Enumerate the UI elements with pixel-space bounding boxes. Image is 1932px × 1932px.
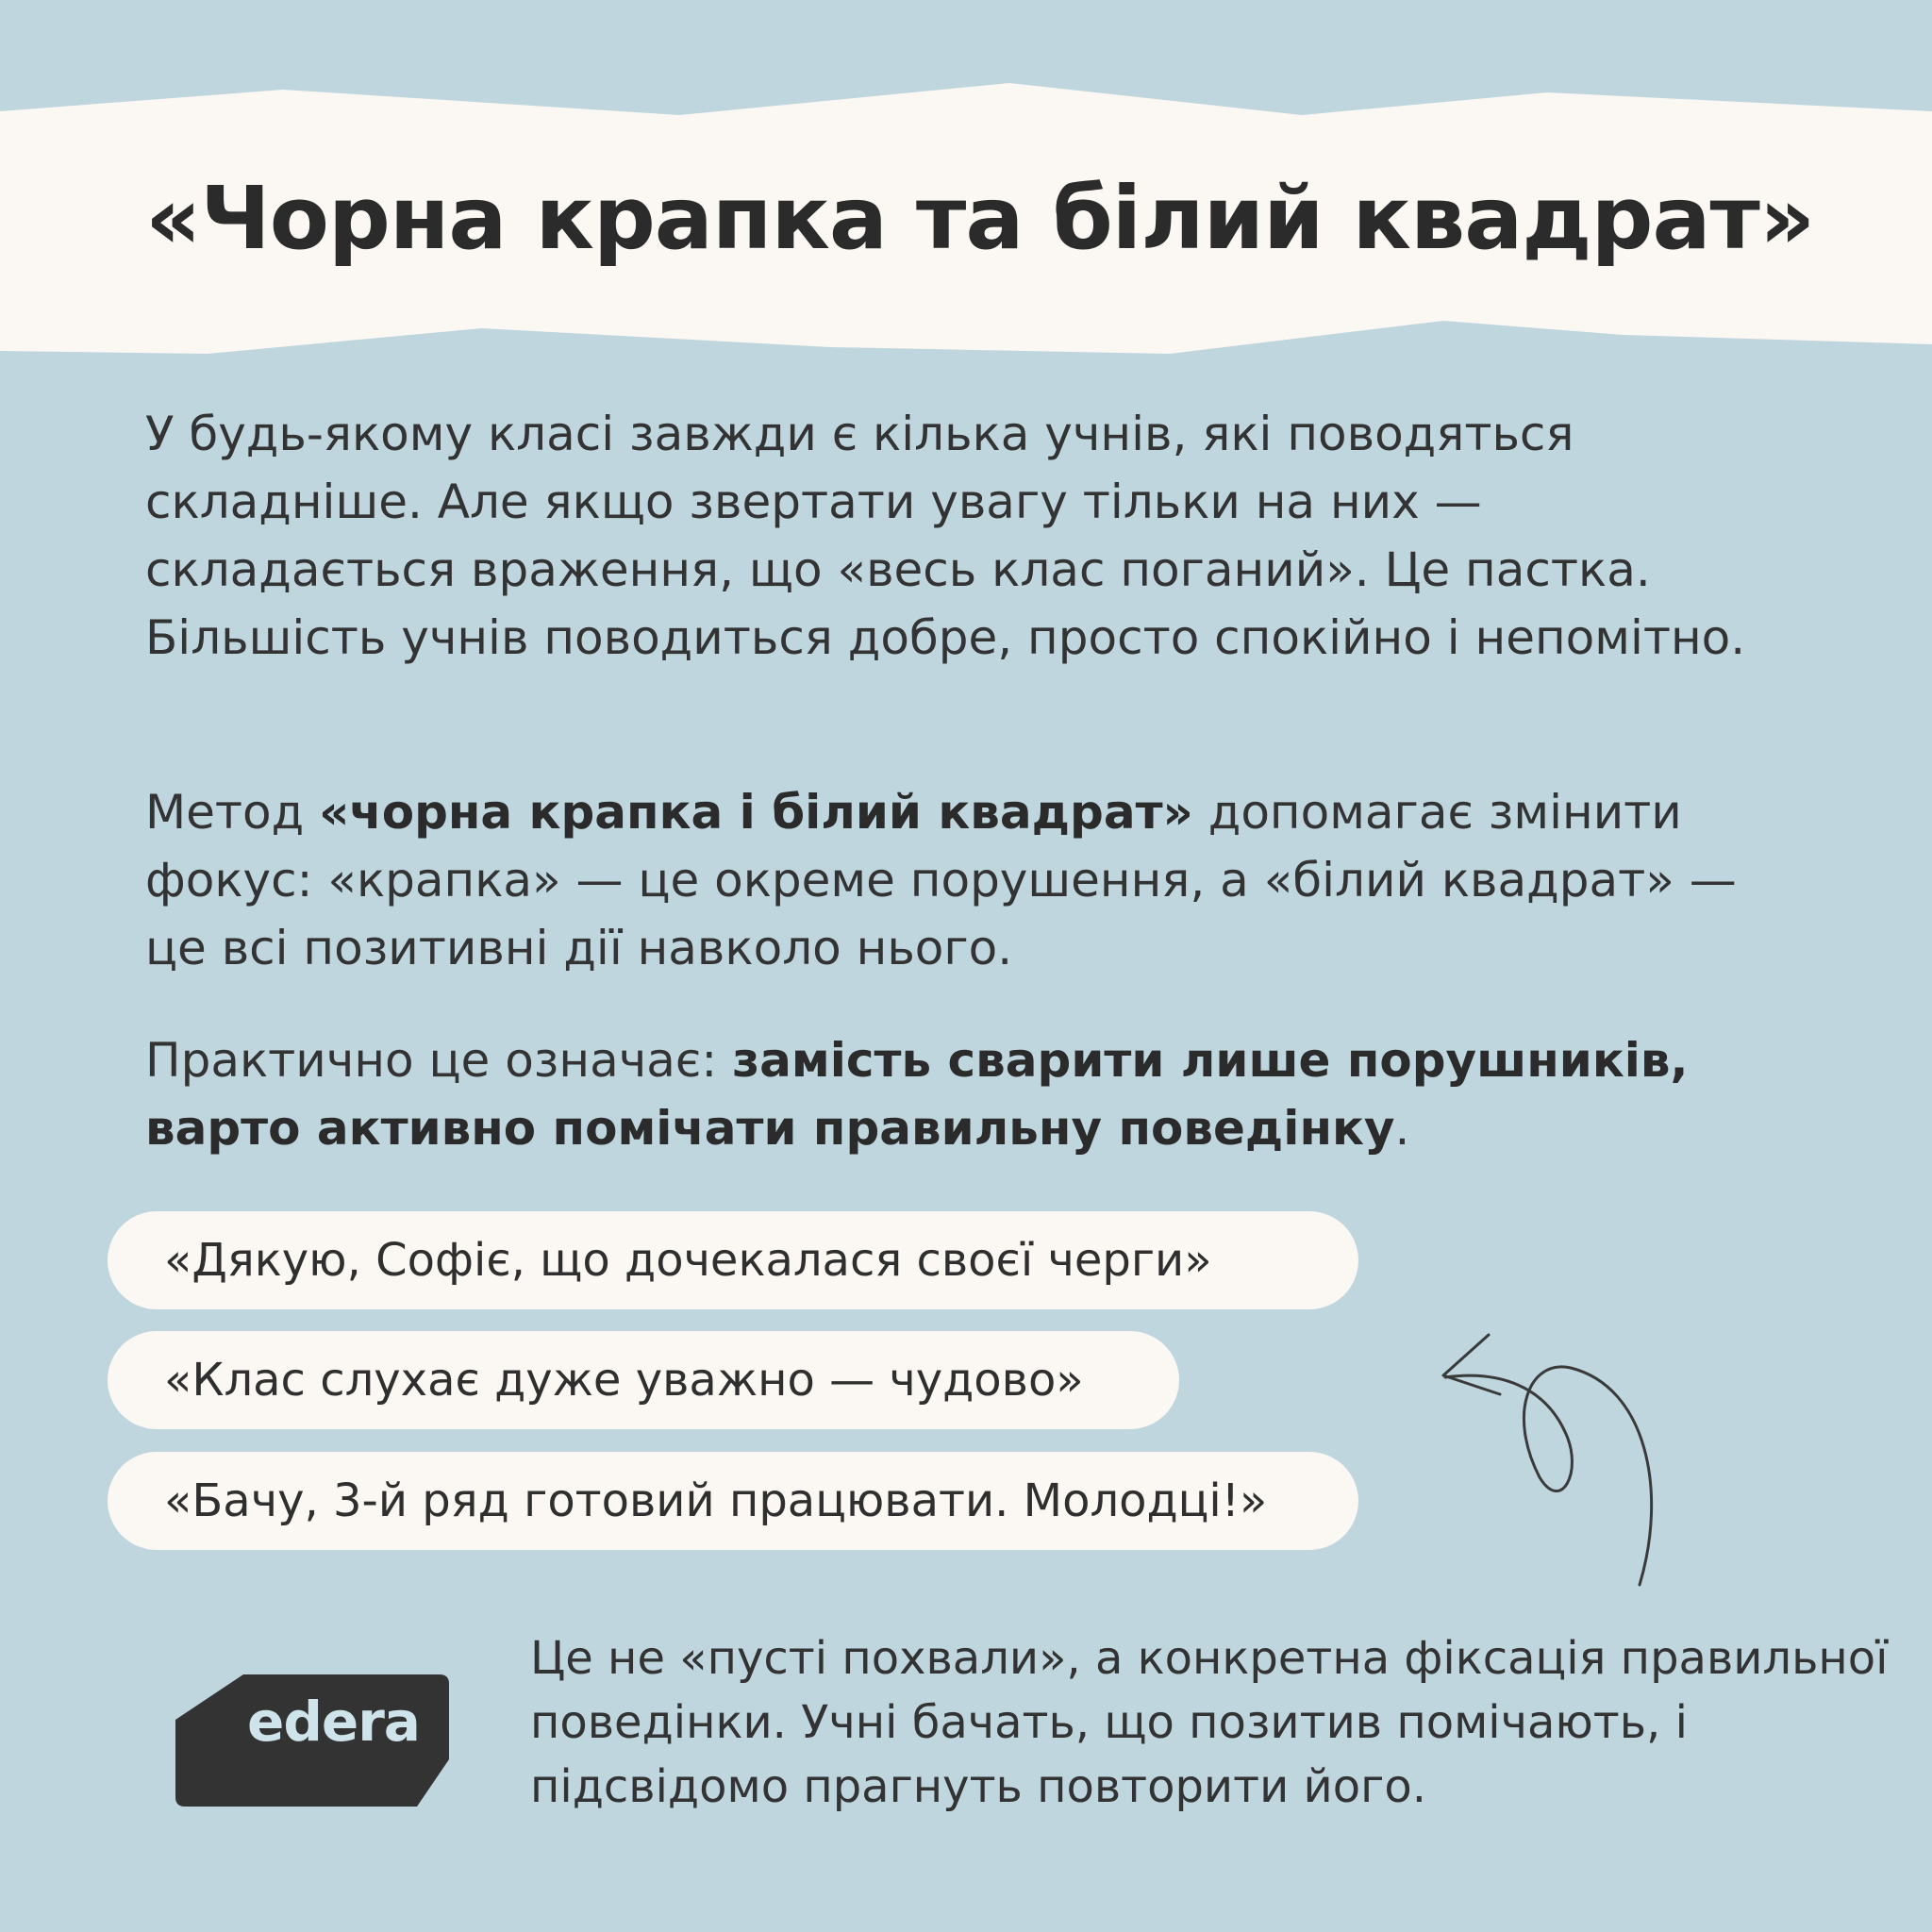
intro-paragraph: У будь-якому класі завжди є кілька учнів, які поводяться складніше. Але якщо звертати увагу тільки на них — складається враження, що «весь клас поганий». Це пастка. Більшість учнів поводиться добре, просто спокійно і непомітно. xyxy=(145,407,1746,665)
method-paragraph xyxy=(145,778,1806,982)
practice-text-end: . xyxy=(1394,1101,1410,1156)
example-text: «Бачу, 3-й ряд готовий працювати. Молодці!» xyxy=(164,1474,1268,1527)
example-pill xyxy=(108,1211,1358,1309)
example-pill xyxy=(108,1452,1358,1550)
curly-arrow-icon xyxy=(1424,1321,1707,1594)
footer-paragraph: Це не «пусті похвали», а конкретна фіксація правильної поведінки. Учні бачать, що позитив помічають, і підсвідомо прагнуть повторити його. xyxy=(530,1632,1889,1813)
example-pill xyxy=(108,1331,1179,1429)
example-text: «Дякую, Софіє, що дочекалася своєї черги» xyxy=(164,1234,1212,1287)
example-text: «Клас слухає дуже уважно — чудово» xyxy=(164,1354,1084,1407)
logo-text: edera xyxy=(247,1690,420,1754)
page-title: «Чорна крапка та білий квадрат» xyxy=(145,168,1815,269)
method-name: «чорна крапка і білий квадрат» xyxy=(319,785,1193,840)
method-text-start: Метод xyxy=(145,785,320,840)
method-text-end: допомагає змінити фокус: «крапка» — це окреме порушення, а «білий квадрат» — це всі позитивні дії навколо нього. xyxy=(145,785,1737,975)
practice-paragraph xyxy=(145,1026,1806,1162)
practice-highlight: замість сварити лише порушників, варто активно помічати правильну поведінку xyxy=(145,1033,1689,1156)
practice-text-start: Практично це означає: xyxy=(145,1033,733,1088)
